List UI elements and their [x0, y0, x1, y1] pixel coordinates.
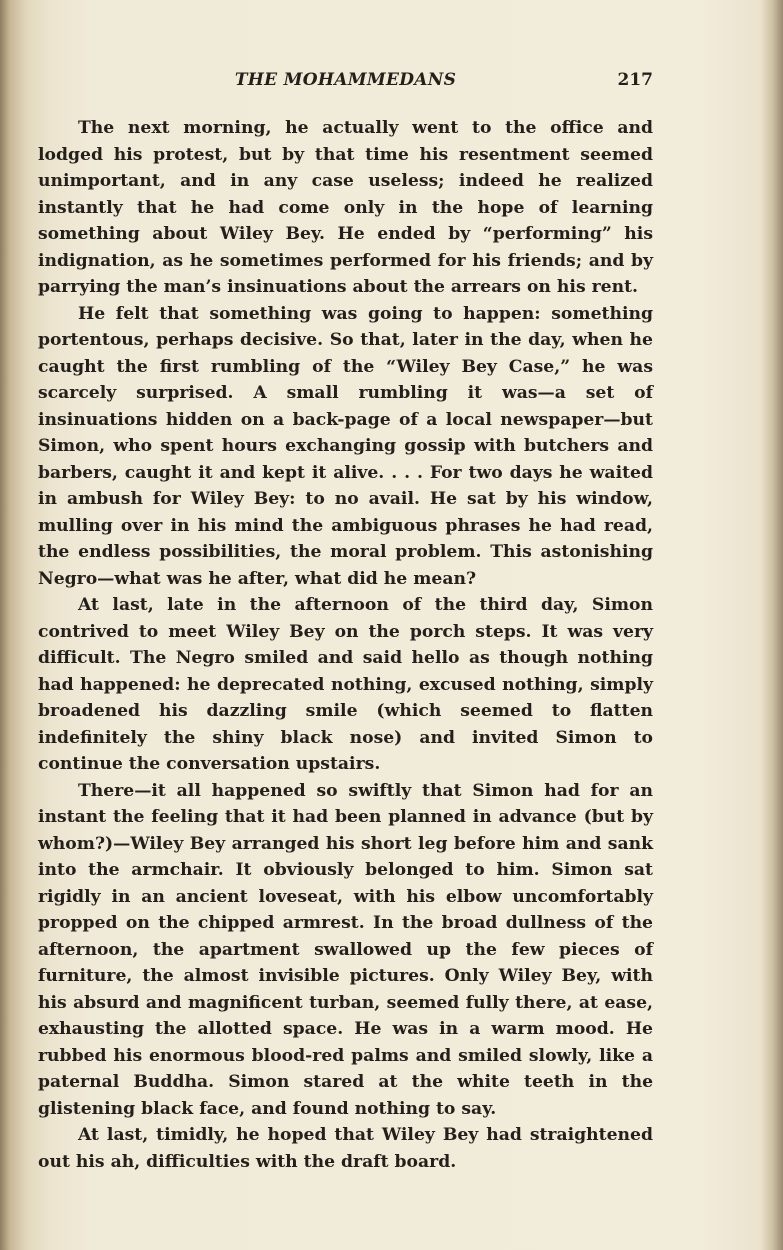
page-header — [38, 70, 653, 96]
paragraph: At last, late in the afternoon of the third day, Simon contrived to meet Wiley Bey on the porch steps. It was very difficult. The Negro smiled and said hello as though nothing had happened: he deprecated nothing, excused nothing, simply broadened his dazzling smile (which seemed to flatten indefinitely the shiny black nose) and invited Simon to continue the conversation upstairs. — [38, 595, 653, 774]
page-number: 217 — [617, 70, 653, 90]
paragraph: At last, timidly, he hoped that Wiley Bey had straightened out his ah, difficulties with the draft board. — [38, 1125, 653, 1172]
body-text — [38, 115, 653, 1175]
paragraph: There—it all happened so swiftly that Simon had for an instant the feeling that it had been planned in advance (but by whom?)—Wiley Bey arranged his short leg before him and sank into the armchair. It obviously belonged to him. Simon sat rigidly in an ancient loveseat, with his elbow uncomfortably propped on the chipped armrest. In the broad dullness of the afternoon, the apartment swallowed up the few pieces of furniture, the almost invisible pictures. Only Wiley Bey, with his absurd and magnificent turban, seemed fully there, at ease, exhausting the allotted space. He was in a warm mood. He rubbed his enormous blood-red palms and smiled slowly, like a paternal Buddha. Simon stared at the white teeth in the glistening black face, and found nothing to say. — [38, 780, 653, 1119]
paragraph: He felt that something was going to happen: something portentous, perhaps decisive. So that, later in the day, when he caught the first rumbling of the “Wiley Bey Case,” he was scarcely surprised. A small rumbling it was—a set of insinuations hidden on a back-page of a local newspaper—but Simon, who spent hours exchanging gossip with butchers and barbers, caught it and kept it alive. . . . For two days he waited in ambush for Wiley Bey: to no avail. He sat by his window, mulling over in his mind the ambiguous phrases he had read, the endless possibilities, the moral problem. This astonishing Negro—what was he after, what did he mean? — [38, 303, 653, 589]
paragraph: The next morning, he actually went to the office and lodged his protest, but by that time his resentment seemed unimportant, and in any case useless; indeed he realized instantly that he had come only in the hope of learning something about Wiley Bey. He ended by “performing” his indignation, as he sometimes performed for his friends; and by parrying the man’s insinuations about the arrears on his rent. — [38, 118, 653, 297]
running-title: THE MOHAMMEDANS — [234, 70, 457, 90]
